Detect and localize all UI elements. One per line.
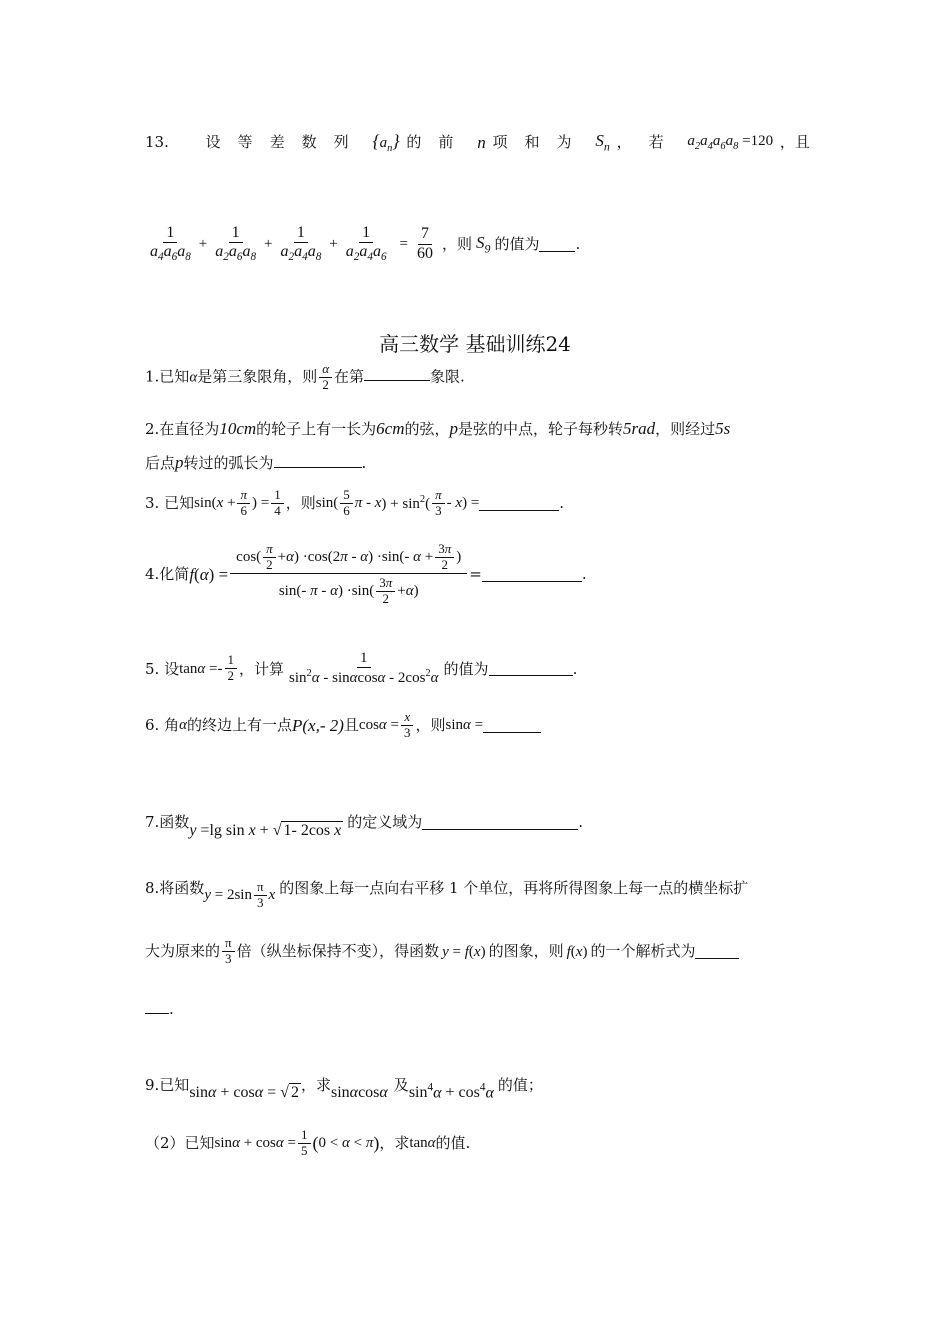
p8-text-d: 倍（纵坐标保持不变），得函数: [236, 942, 440, 961]
p5-text-c: 的值为: [443, 659, 489, 678]
q13-text-2: 的前: [406, 133, 471, 152]
q13-line2: $\frac{1}{a_4a_6a_8}$ + $\frac{1}{a_2a_6a_8}$ + $\frac{1}{a_2a_4a_8}$ + $\frac{1}{a_2a_4a_6}$ = $\frac{7}{60}$ ，则 $S_9$ 的值为 .: [145, 224, 810, 264]
q13-text-5: ，且: [779, 133, 810, 152]
problem-8-line-3: [145, 998, 810, 1021]
p9-text-g: 的值.: [435, 1134, 471, 1153]
p6-point: P(x,- 2): [291, 715, 344, 735]
q13-n: n: [477, 132, 486, 152]
p1-answer-blank: [364, 366, 430, 381]
problem-9-part-2: （2）已知 sin α + cos α = $\frac{1}{5}$ ( 0 < α < π ) ，求 tan α 的值.: [145, 1127, 471, 1158]
p4-text-a: 4.化简: [145, 565, 190, 584]
p2-angular-speed: 5rad: [623, 419, 656, 438]
p2-text-d: 是弦的中点，轮子每秒转: [458, 420, 624, 438]
p1-text-a: 1.已知: [145, 367, 190, 386]
p3-text-a: 3. 已知: [145, 494, 195, 513]
p2-diameter: 10cm: [219, 419, 257, 438]
section-title: 高三数学 基础训练24: [379, 332, 571, 356]
problem-8-line-1: 8.将函数 y = 2sin $\frac{\pi}{3}$ x 的图象上每一点向右平移 1 个单位，再将所得图象上每一点的横坐标扩: [145, 879, 749, 910]
q13-end: .: [575, 234, 581, 253]
p8-text-e: 的图象，则: [488, 942, 564, 961]
p6-text-c: 且: [343, 716, 359, 735]
problem-2: [145, 412, 810, 480]
p9-text-d: 的值；: [497, 1076, 543, 1095]
problem-5: 5. 设 tan α =- $\frac{1}{2}$ ，计算 $\frac{1}{\sin^2\alpha - \sin\alpha\cos\alpha - 2\cos^2\alpha}$ 的值为 .: [145, 650, 578, 687]
p9-text-f: ，求: [379, 1134, 410, 1153]
q13-text-3: 项和为: [492, 133, 589, 152]
p1-text-c: 在第: [334, 367, 365, 386]
q13-fraction-4: $\frac{1}{a_2a_4a_6}$: [345, 224, 387, 264]
q13-fraction-3: $\frac{1}{a_2a_4a_8}$: [280, 224, 322, 264]
q13-text-1: 设等差数列: [205, 133, 366, 152]
p9-text-c: 及: [393, 1076, 409, 1095]
p2-point-p: p: [449, 419, 458, 438]
p3-answer-blank: [479, 496, 559, 511]
p5-expression: $\frac{1}{\sin^2\alpha - \sin\alpha\cos\alpha - 2\cos^2\alpha}$: [289, 650, 439, 687]
q13-line1: [145, 128, 810, 157]
p4-answer-blank: [482, 567, 582, 582]
p5-text-b: ，计算: [239, 659, 285, 678]
q13-ask: 的值为: [494, 234, 540, 253]
p9-text-b: ，求: [300, 1076, 331, 1095]
p7-text-a: 7.函数: [145, 813, 190, 832]
p2-text-a: 2.在直径为: [145, 420, 220, 438]
p1-text-d: 象限.: [430, 367, 465, 386]
p6-text-b: 的终边上有一点: [186, 716, 292, 735]
p8-answer-blank-cont: [145, 999, 169, 1014]
p8-answer-blank: [695, 944, 739, 959]
p2-text-b: 的轮子上有一长为: [256, 420, 377, 438]
p7-text-c: .: [578, 813, 584, 832]
q13-number: 13.: [145, 133, 169, 152]
p4-text-c: .: [581, 565, 587, 584]
p2-text-h: .: [361, 454, 367, 472]
p5-text-d: .: [572, 659, 578, 678]
p2-text-f: 后点: [145, 454, 176, 472]
p8-text-b: 的图象上每一点向右平移 1 个单位，再将所得图象上每一点的横坐标扩: [279, 879, 749, 898]
p8-text-g: .: [169, 1000, 174, 1018]
problem-6: 6. 角 α 的终边上有一点 P(x,- 2) 且 cos α = $\frac{x}{3}$ ，则 sin α =: [145, 710, 810, 741]
p2-time: 5s: [715, 419, 731, 438]
p3-text-b: ，则: [285, 494, 316, 513]
p2-text-c: 的弦，: [404, 420, 450, 438]
problem-7: 7.函数 y =lg sin x + √ 1- 2cos x 的定义域为 .: [145, 813, 584, 839]
p2-point-p-2: p: [175, 453, 184, 472]
problem-8-line-2: 大为原来的 $\frac{\pi}{3}$ 倍（纵坐标保持不变），得函数 y = f(x) 的图象，则 f(x) 的一个解析式为: [145, 936, 810, 967]
p2-text-e: ，则经过: [655, 420, 716, 438]
p7-answer-blank: [422, 815, 578, 830]
q13-text-4: ，若: [616, 133, 681, 152]
p2-chord-length: 6cm: [376, 419, 405, 438]
q13-fraction-1: $\frac{1}{a_4a_6a_8}$: [150, 224, 191, 264]
p1-alpha-over-2: $\frac{\alpha}{2}$: [319, 362, 332, 393]
q13-condition: $a_2a_4a_6a_8 =120$: [687, 133, 774, 152]
p2-answer-blank: [274, 453, 362, 468]
p8-text-f: 的一个解析式为: [590, 942, 696, 961]
q13-answer-blank: [539, 237, 575, 252]
p8-text-a: 8.将函数: [145, 879, 205, 898]
p4-equals: =: [469, 565, 482, 584]
p9-text-a: 9.已知: [145, 1076, 190, 1095]
p3-text-c: .: [559, 494, 565, 513]
q13-tail: ，则: [442, 234, 473, 253]
problem-4: 4.化简 f ( α ) = cos( $\frac{\pi}{2}$ + α ) ·cos(2 π - α ) ·sin(- α + $\frac{3\pi}{2}$ ) sin(- π - α ) ·sin( $\frac{3\pi}{2}$ + α ) = .: [145, 541, 587, 606]
p5-text-a: 5. 设: [145, 659, 180, 678]
p5-answer-blank: [489, 661, 573, 676]
q13-result-fraction: $\frac{7}{60}$: [417, 225, 433, 262]
p1-text-b: 是第三象限角，则: [197, 367, 318, 386]
q13-fraction-2: $\frac{1}{a_2a_6a_8}$: [215, 224, 257, 264]
p6-text-d: ，则: [415, 716, 446, 735]
q13-sequence: $\{a_n\}$: [372, 131, 400, 154]
p6-text-a: 6. 角: [145, 716, 180, 735]
q13-sn: $S_n$: [595, 131, 610, 154]
p7-text-b: 的定义域为: [347, 813, 423, 832]
p4-expression: cos( $\frac{\pi}{2}$ + α ) ·cos(2 π - α ) ·sin(- α + $\frac{3\pi}{2}$ ) sin(- π - α ) ·sin( $\frac{3\pi}{2}$ + α ): [230, 542, 467, 607]
problem-1: 1.已知α是第三象限角，则 $\frac{\alpha}{2}$ 在第 象限.: [145, 361, 465, 392]
problem-9: 9.已知 sinα + cosα = √ 2 ，求 sinαcosα 及 $\sin^4\alpha + \cos^4\alpha$ 的值；: [145, 1076, 543, 1102]
p8-text-c: 大为原来的: [145, 942, 221, 961]
problem-3: 3. 已知 sin( x + $\frac{\pi}{6}$ ) = $\frac{1}{4}$ ，则 sin( $\frac{5}{6}$ π - x ) + $\sin^2$( $\frac{\pi}{3}$ - x ) = .: [145, 487, 565, 518]
p2-text-g: 转过的弧长为: [183, 454, 274, 472]
q13-s9: $S_9$: [476, 233, 491, 256]
p9-text-e: （2）已知: [145, 1134, 215, 1153]
p6-answer-blank: [483, 718, 541, 733]
